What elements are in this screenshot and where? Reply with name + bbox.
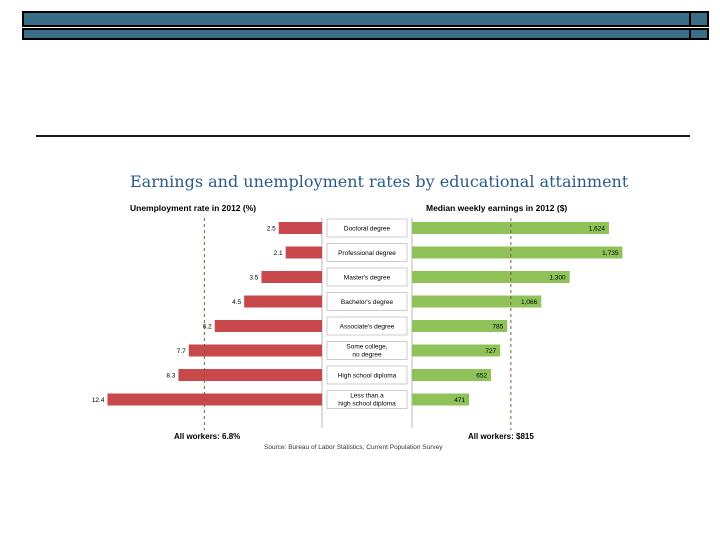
unemployment-value-label: 2.1 <box>273 250 283 257</box>
unemployment-value-label: 3.5 <box>249 274 259 282</box>
earnings-value-label: 471 <box>454 397 466 404</box>
category-label: no degree <box>352 351 382 359</box>
earnings-panel-title: Median weekly earnings in 2012 ($) <box>426 203 568 213</box>
unemployment-bar <box>189 345 322 357</box>
earnings-value-label: 727 <box>485 348 497 355</box>
category-label: Less than a <box>350 392 384 400</box>
unemployment-value-label: 2.5 <box>266 225 276 233</box>
category-label: Some college, <box>346 343 388 351</box>
unemployment-value-label: 12.4 <box>91 397 105 404</box>
chart-source: Source: Bureau of Labor Statistics, Current Population Survey <box>264 444 443 451</box>
earnings-value-label: 1,066 <box>521 299 538 306</box>
earnings-reference-label: All workers: $815 <box>468 432 534 441</box>
earnings-bar <box>412 271 570 283</box>
category-label: Professional degree <box>338 250 396 257</box>
unemployment-value-label: 6.2 <box>202 323 212 331</box>
earnings-bar <box>412 247 622 259</box>
unemployment-bar <box>215 320 322 332</box>
unemployment-bar <box>261 271 322 283</box>
unemployment-reference-label: All workers: 6.8% <box>174 432 241 441</box>
unemployment-value-label: 7.7 <box>176 348 186 355</box>
unemployment-bar <box>286 247 322 259</box>
unemployment-bar <box>107 394 322 406</box>
earnings-value-label: 785 <box>492 323 504 331</box>
category-label: Master's degree <box>343 274 391 282</box>
category-label: high school diploma <box>338 400 396 408</box>
unemployment-bar <box>279 222 322 234</box>
unemployment-bar <box>244 296 322 308</box>
category-label: Bachelor's degree <box>340 299 394 306</box>
unemployment-bar <box>178 369 322 381</box>
chart-title: Earnings and unemployment rates by educational attainment <box>130 172 629 191</box>
earnings-value-label: 1,735 <box>602 250 619 257</box>
unemployment-panel-title: Unemployment rate in 2012 (%) <box>130 203 257 213</box>
category-label: High school diploma <box>337 372 397 380</box>
category-label: Associate's degree <box>339 323 395 331</box>
earnings-value-label: 1,300 <box>549 274 566 282</box>
earnings-value-label: 1,624 <box>588 225 605 233</box>
unemployment-value-label: 4.5 <box>232 299 242 306</box>
unemployment-value-label: 8.3 <box>166 372 176 380</box>
earnings-value-label: 652 <box>476 372 488 380</box>
category-label: Doctoral degree <box>343 225 391 233</box>
